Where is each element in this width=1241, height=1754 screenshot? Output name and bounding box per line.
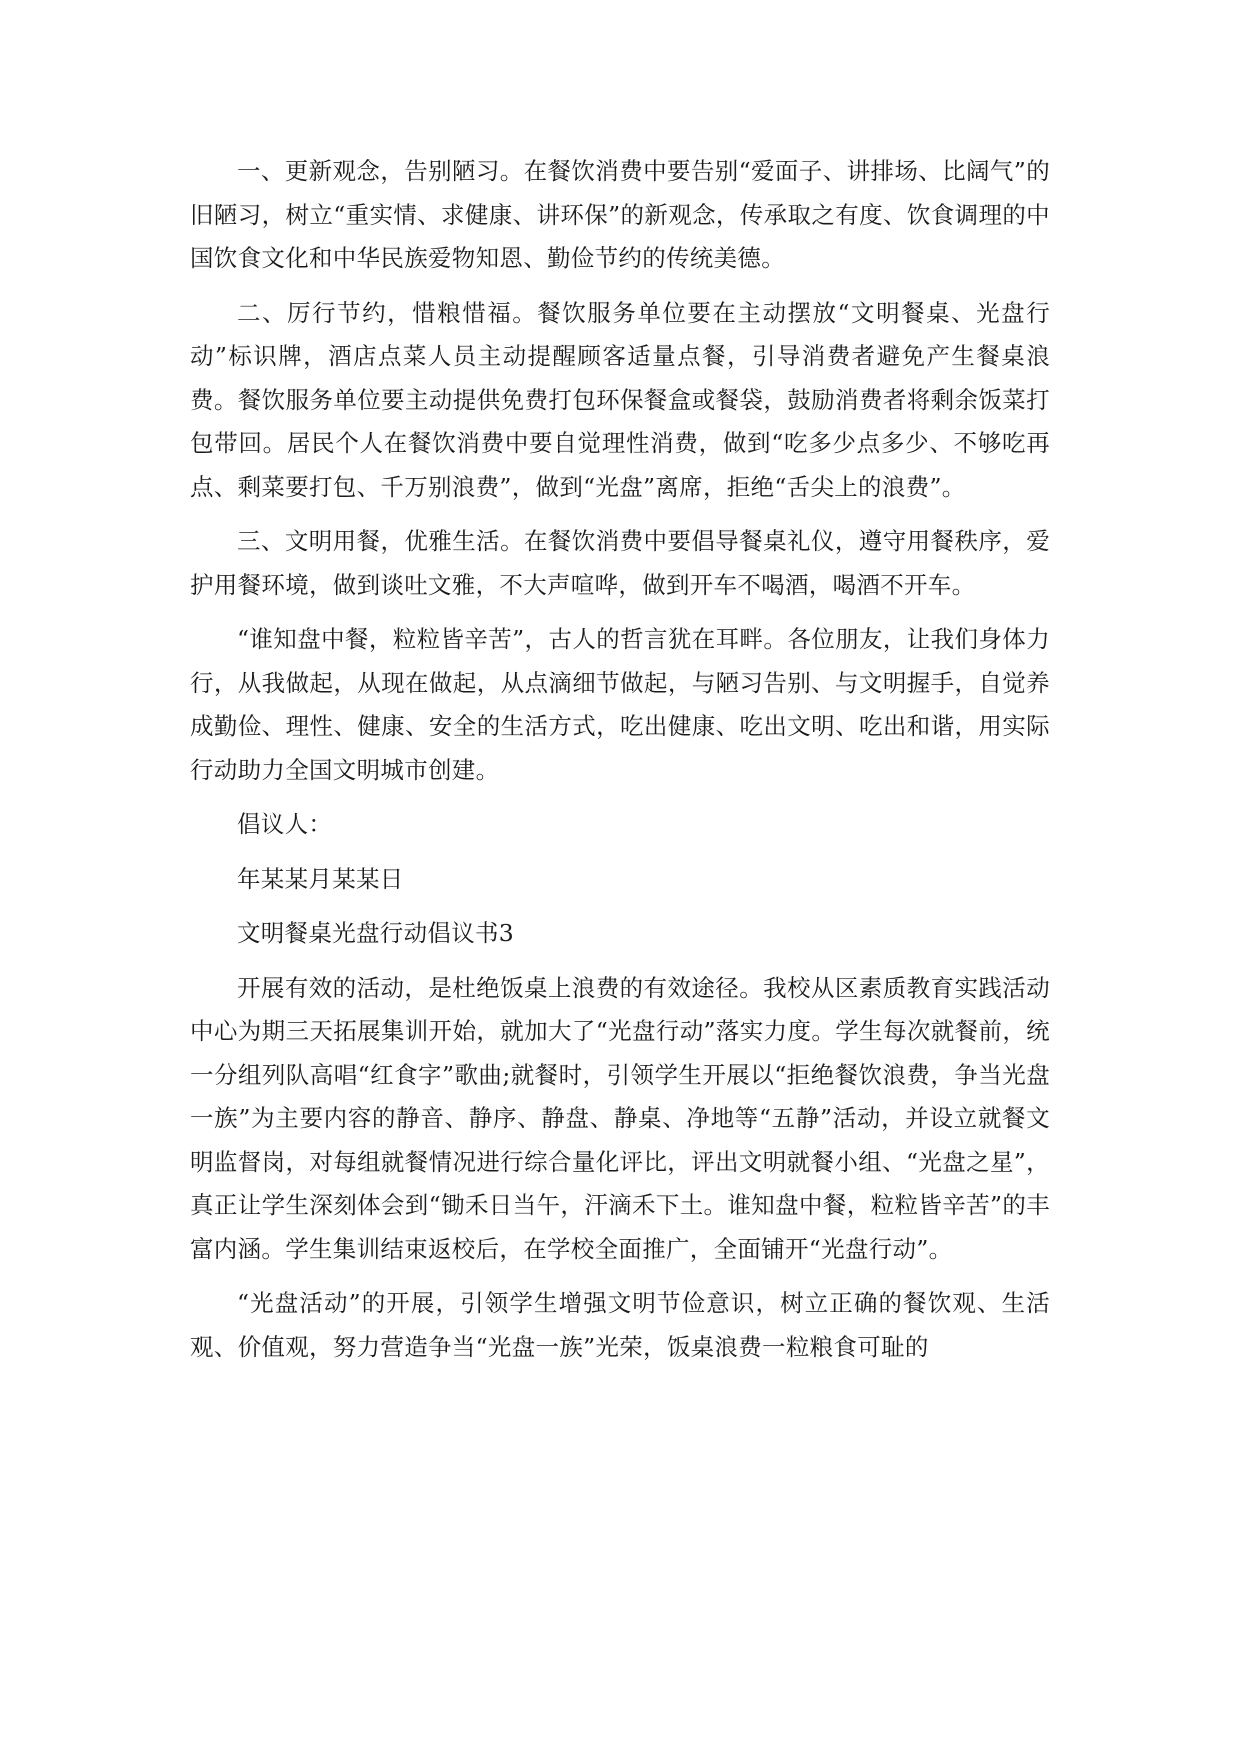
paragraph-2: 二、厉行节约，惜粮惜福。餐饮服务单位要在主动摆放“文明餐桌、光盘行动”标识牌，酒店点菜人员主动提醒顾客适量点餐，引导消费者避免产生餐桌浪费。餐饮服务单位要主动提供免费打包环保餐盒或餐袋，鼓励消费者将剩余饭菜打包带回。居民个人在餐饮消费中要自觉理性消费，做到“吃多少点多少、不够吃再点、剩菜要打包、千万别浪费”，做到“光盘”离席，拒绝“舌尖上的浪费”。 — [190, 298, 1050, 501]
paragraph-6: “光盘活动”的开展，引领学生增强文明节俭意识，树立正确的餐饮观、生活观、价值观，努力营造争当“光盘一族”光荣，饭桌浪费一粒粮食可耻的 — [190, 1289, 1050, 1361]
paragraph-3: 三、文明用餐，优雅生活。在餐饮消费中要倡导餐桌礼仪，遵守用餐秩序，爱护用餐环境，做到谈吐文雅，不大声喧哗，做到开车不喝酒，喝酒不开车。 — [190, 527, 1050, 599]
date-line: 年某某月某某日 — [237, 864, 404, 893]
paragraph-5: 开展有效的活动，是杜绝饭桌上浪费的有效途径。我校从区素质教育实践活动中心为期三天拓展集训开始，就加大了“光盘行动”落实力度。学生每次就餐前，统一分组列队高唱“红食字”歌曲;就餐时，引领学生开展以“拒绝餐饮浪费，争当光盘一族”为主要内容的静音、静序、静盘、静桌、净地等“五静”活动，并设立就餐文明监督岗，对每组就餐情况进行综合量化评比，评出文明就餐小组、“光盘之星”，真正让学生深刻体会到“锄禾日当午，汗滴禾下土。谁知盘中餐，粒粒皆辛苦”的丰富内涵。学生集训结束返校后，在学校全面推广，全面铺开“光盘行动”。 — [190, 973, 1050, 1263]
paragraph-4: “谁知盘中餐，粒粒皆辛苦”，古人的哲言犹在耳畔。各位朋友，让我们身体力行，从我做起，从现在做起，从点滴细节做起，与陋习告别、与文明握手，自觉养成勤俭、理性、健康、安全的生活方式，吃出健康、吃出文明、吃出和谐，用实际行动助力全国文明城市创建。 — [190, 625, 1050, 784]
paragraph-1: 一、更新观念，告别陋习。在餐饮消费中要告别“爱面子、讲排场、比阔气”的旧陋习，树立“重实情、求健康、讲环保”的新观念，传承取之有度、饮食调理的中国饮食文化和中华民族爱物知恩、勤俭节约的传统美德。 — [190, 157, 1050, 272]
section-title: 文明餐桌光盘行动倡议书3 — [237, 919, 515, 947]
document-body — [190, 150, 1050, 1380]
proposer-label: 倡议人： — [237, 810, 333, 838]
